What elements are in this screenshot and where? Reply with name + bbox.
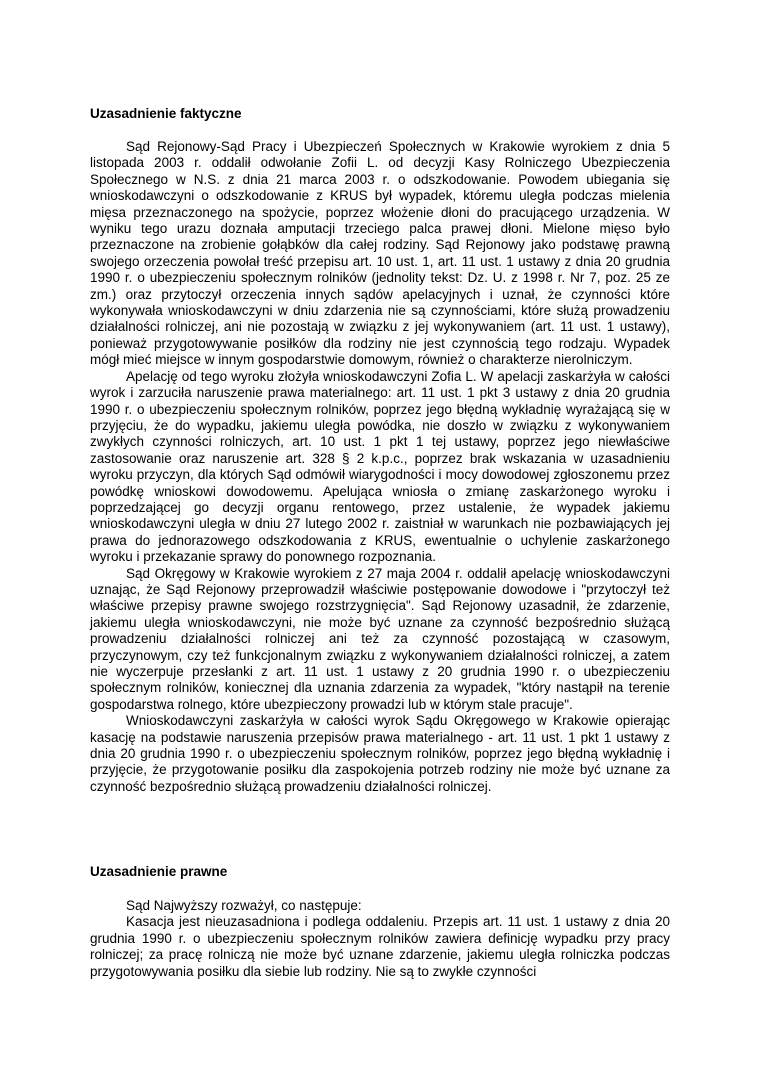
paragraph-sad-okregowy: Sąd Okręgowy w Krakowie wyrokiem z 27 maja 2004 r. oddalił apelację wnioskodawczyni uznając, że Sąd Rejonowy przeprowadził właściwie postępowanie dowodowe i "przytoczył też właściwe przepisy prawne swojego rozstrzygnięcia". Sąd Rejonowy uzasadnił, że zdarzenie, jakiemu uległa wnioskodawczyni, nie może być uznane za czynność bezpośrednio służącą prowadzeniu działalności rolniczej ani też za czynność pozostającą w czasowym, przyczynowym, czy też funkcjonalnym związku z wykonywaniem działalności rolniczej, a zatem nie wyczerpuje przesłanki z art. 11 ust. 1 ustawy z 20 grudnia 1990 r. o ubezpieczeniu społecznym rolników, koniecznej dla uznania zdarzenia za wypadek, "który nastąpił na terenie gospodarstwa rolnego, które ubezpieczony prowadzi lub w którym stale pracuje". <box>90 565 670 712</box>
paragraph-sad-rejonowy: Sąd Rejonowy-Sąd Pracy i Ubezpieczeń Społecznych w Krakowie wyrokiem z dnia 5 listopada 2003 r. oddalił odwołanie Zofii L. od decyzji Kasy Rolniczego Ubezpieczenia Społecznego w N.S. z dnia 21 marca 2003 r. o odszkodowanie. Powodem ubiegania się wnioskodawczyni o odszkodowanie z KRUS był wypadek, któremu uległa podczas mielenia mięsa przeznaczonego na spożycie, poprzez włożenie dłoni do pracującego urządzenia. W wyniku tego urazu doznała amputacji trzeciego palca prawej dłoni. Mielone mięso było przeznaczone na zrobienie gołąbków dla całej rodziny. Sąd Rejonowy jako podstawę prawną swojego orzeczenia powołał treść przepisu art. 10 ust. 1, art. 11 ust. 1 ustawy z dnia 20 grudnia 1990 r. o ubezpieczeniu społecznym rolników (jednolity tekst: Dz. U. z 1998 r. Nr 7, poz. 25 ze zm.) oraz przytoczył orzeczenia innych sądów apelacyjnych i uznał, że czynności które wykonywała wnioskodawczyni w dniu zdarzenia nie są czynnościami, które służą prowadzeniu działalności rolniczej, ani nie pozostają w związku z jej wykonywaniem (art. 11 ust. 1 ustawy), ponieważ przygotowywanie posiłków dla rodziny nie jest czynnością tego rodzaju. Wypadek mógł mieć miejsce w innym gospodarstwie domowym, również o charakterze nierolniczym. <box>90 139 670 368</box>
heading-uzasadnienie-faktyczne: Uzasadnienie faktyczne <box>90 106 242 121</box>
section-uzasadnienie-prawne <box>90 898 670 980</box>
heading-uzasadnienie-prawne: Uzasadnienie prawne <box>90 864 228 879</box>
paragraph-apelacja: Apelację od tego wyroku złożyła wnioskodawczyni Zofia L. W apelacji zaskarżyła w całości wyrok i zarzuciła naruszenie prawa materialnego: art. 11 ust. 1 pkt 3 ustawy z dnia 20 grudnia 1990 r. o ubezpieczeniu społecznym rolników, poprzez jego błędną wykładnię wyrażającą się w przyjęciu, że do wypadku, jakiemu uległa powódka, nie doszło w związku z wykonywaniem zwykłych czynności rolniczych, art. 10 ust. 1 pkt 1 tej ustawy, poprzez jego niewłaściwe zastosowanie oraz naruszenie art. 328 § 2 k.p.c., poprzez brak wskazania w uzasadnieniu wyroku przyczyn, dla których Sąd odmówił wiarygodności i mocy dowodowej zgłoszonemu przez powódkę wnioskowi dowodowemu. Apelująca wniosła o zmianę zaskarżonego wyroku i poprzedzającej go decyzji organu rentowego, przez ustalenie, że wypadek jakiemu wnioskodawczyni uległa w dniu 27 lutego 2002 r. zaistniał w warunkach nie pozbawiających jej prawa do jednorazowego odszkodowania z KRUS, ewentualnie o uchylenie zaskarżonego wyroku i przekazanie sprawy do ponownego rozpoznania. <box>90 368 670 565</box>
section-uzasadnienie-faktyczne <box>90 139 670 795</box>
paragraph-kasacja-oddalona: Kasacja jest nieuzasadniona i podlega oddaleniu. Przepis art. 11 ust. 1 ustawy z dnia 20 grudnia 1990 r. o ubezpieczeniu społecznym rolników zawiera definicję wypadku przy pracy rolniczej; za pracę rolniczą nie może być uznane zdarzenie, jakiemu uległa rolniczka podczas przygotowywania posiłku dla siebie lub rodziny. Nie są to zwykłe czynności <box>90 914 670 979</box>
paragraph-kasacja-wniosek: Wnioskodawczyni zaskarżyła w całości wyrok Sądu Okręgowego w Krakowie opierając kasację na podstawie naruszenia przepisów prawa materialnego - art. 11 ust. 1 pkt 1 ustawy z dnia 20 grudnia 1990 r. o ubezpieczeniu społecznym rolników, poprzez jego błędną wykładnię i przyjęcie, że przygotowanie posiłku dla zaspokojenia potrzeb rodziny nie może być uznane za czynność bezpośrednio służącą prowadzeniu działalności rolniczej. <box>90 713 670 794</box>
paragraph-sad-najwyzszy: Sąd Najwyższy rozważył, co następuje: <box>126 898 362 913</box>
